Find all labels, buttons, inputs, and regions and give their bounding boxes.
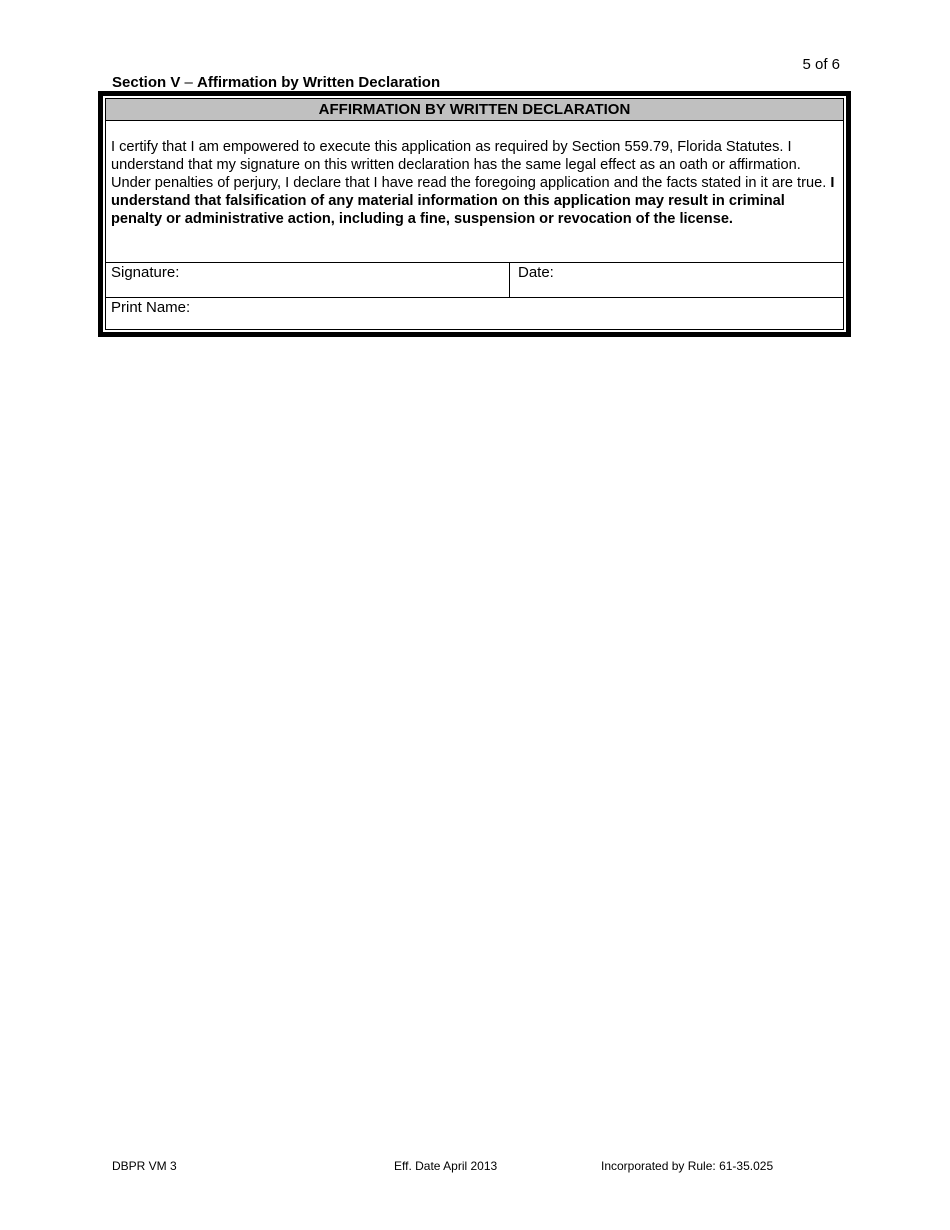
footer-effective-date: Eff. Date April 2013 (394, 1159, 498, 1173)
form-title: AFFIRMATION BY WRITTEN DECLARATION (106, 99, 843, 121)
signature-date-row (106, 262, 843, 297)
print-name-field[interactable] (106, 298, 843, 332)
section-heading (112, 74, 440, 91)
date-label: Date: (518, 264, 554, 281)
affirmation-form-inner (105, 98, 844, 330)
section-title: Affirmation by Written Declaration (197, 74, 441, 91)
declaration-text (106, 121, 843, 245)
section-number: Section V (112, 74, 181, 91)
page-number: 5 of 6 (802, 56, 840, 73)
declaration-plain-text: I certify that I am empowered to execute this application as required by Section 559.79, Florida Statutes. I understand that my signature on this written declaration has the same legal effect as an oath or affirmation. Under penalties of perjury, I declare that I have read the foregoing application and the facts stated in it are true. (111, 139, 831, 191)
signature-field[interactable] (106, 263, 510, 297)
date-field[interactable] (510, 263, 843, 297)
section-dash: – (180, 74, 198, 91)
footer-rule: Incorporated by Rule: 61-35.025 (601, 1159, 774, 1173)
affirmation-form (98, 91, 851, 337)
footer-form-id: DBPR VM 3 (112, 1159, 177, 1173)
signature-label: Signature: (111, 264, 180, 281)
print-name-row (106, 297, 843, 332)
declaration-bold-text: I understand that falsification of any material information on this application may result in criminal penalty or administrative action, including a fine, suspension or revocation of the license. (111, 175, 835, 227)
print-name-label: Print Name: (111, 299, 191, 316)
